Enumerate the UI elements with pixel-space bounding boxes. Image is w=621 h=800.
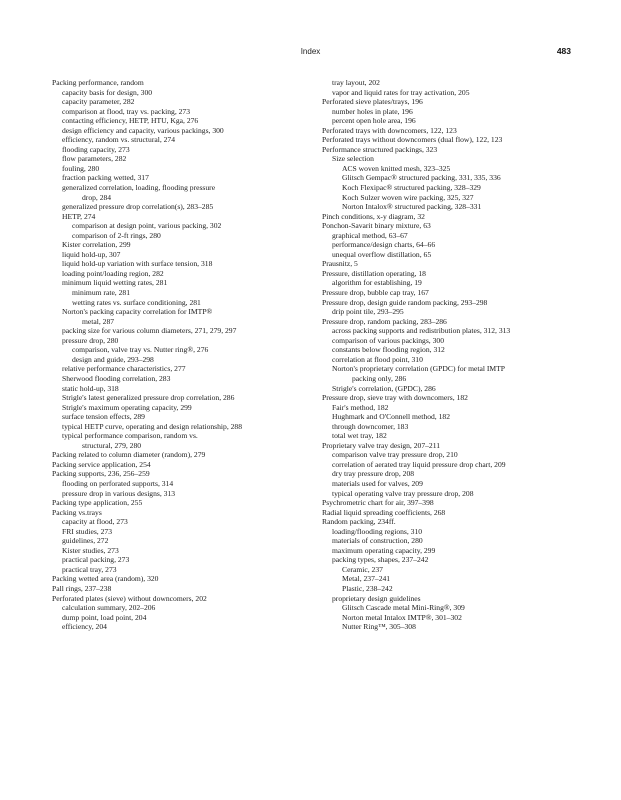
index-subentry: ACS woven knitted mesh, 323–325 <box>342 163 451 173</box>
index-subentry: generalized correlation, loading, flooding pressure <box>62 183 216 193</box>
index-subentry: practical packing, 273 <box>62 555 130 565</box>
index-subentry: efficiency, random vs. structural, 274 <box>62 135 176 145</box>
index-subentry: maximum operating capacity, 299 <box>332 545 436 555</box>
index-subentry: minimum rate, 281 <box>72 288 130 298</box>
index-column-right <box>322 78 580 632</box>
index-subentry: wetting rates vs. surface conditioning, 281 <box>72 297 201 307</box>
index-entry: Pressure drop, design guide random packing, 293–298 <box>322 297 488 307</box>
index-subentry: FRI studies, 273 <box>62 526 112 536</box>
index-subentry: proprietary design guidelines <box>332 593 421 603</box>
index-subentry: minimum liquid wetting rates, 281 <box>62 278 168 288</box>
index-subentry: packing only, 286 <box>352 373 407 383</box>
index-entry: Random packing, 234ff. <box>322 517 396 527</box>
index-entry: Pall rings, 237–238 <box>52 583 112 593</box>
index-subentry: Strigle's maximum operating capacity, 299 <box>62 402 192 412</box>
index-subentry: Strigle's latest generalized pressure drop correlation, 286 <box>62 393 235 403</box>
index-subentry: materials used for valves, 209 <box>332 478 423 488</box>
index-entry: Packing service application, 254 <box>52 459 151 469</box>
index-subentry: dump point, load point, 204 <box>62 612 147 622</box>
index-subentry: capacity at flood, 273 <box>62 517 128 527</box>
index-subentry: Kister studies, 273 <box>62 545 119 555</box>
index-subentry: Norton Intalox® structured packing, 328–331 <box>342 202 482 212</box>
index-subentry: calculation summary, 202–206 <box>62 603 156 613</box>
index-subentry: Strigle's correlation, (GPDC), 286 <box>332 383 436 393</box>
index-subentry: HETP, 274 <box>62 211 96 221</box>
index-subentry: Hughmark and O'Connell method, 182 <box>332 412 450 422</box>
index-subentry: comparison, valve tray vs. Nutter ring®, 276 <box>72 345 209 355</box>
index-subentry: surface tension effects, 289 <box>62 412 145 422</box>
index-subentry: pressure drop in various designs, 313 <box>62 488 176 498</box>
index-subentry: liquid hold-up, 307 <box>62 249 121 259</box>
index-subentry: Koch Flexipac® structured packing, 328–329 <box>342 183 481 193</box>
index-subentry: comparison at flood, tray vs. packing, 273 <box>62 106 191 116</box>
index-subentry: comparison of 2-ft rings, 280 <box>72 230 161 240</box>
index-subentry: loading point/loading region, 282 <box>62 268 164 278</box>
index-subentry: performance/design charts, 64–66 <box>332 240 436 250</box>
index-subentry: Metal, 237–241 <box>342 574 391 584</box>
index-subentry: correlation at flood point, 310 <box>332 354 423 364</box>
index-entry: Perforated trays without downcomers (dual flow), 122, 123 <box>322 135 503 145</box>
page-number: 483 <box>556 46 571 56</box>
index-entry: Pressure drop, bubble cap tray, 167 <box>322 288 429 298</box>
index-subentry: liquid hold-up variation with surface tension, 318 <box>62 259 213 269</box>
index-subentry: typical HETP curve, operating and design relationship, 288 <box>62 421 243 431</box>
index-subentry: practical tray, 273 <box>62 564 117 574</box>
page-header-title: Index <box>300 47 321 56</box>
index-subentry: unequal overflow distillation, 65 <box>332 249 432 259</box>
index-subentry: drop, 284 <box>82 192 112 202</box>
index-subentry: through downcomer, 183 <box>332 421 409 431</box>
index-subentry: comparison valve tray pressure drop, 210 <box>332 450 458 460</box>
index-entry: Ponchon-Savarit binary mixture, 63 <box>322 221 431 231</box>
index-entry: Packing related to column diameter (random), 279 <box>52 450 206 460</box>
index-entry: Pinch conditions, x-y diagram, 32 <box>322 211 425 221</box>
index-entry: Pressure drop, sieve tray with downcomers, 182 <box>322 393 468 403</box>
index-entry: Perforated sieve plates/trays, 196 <box>322 97 423 107</box>
index-subentry: Ceramic, 237 <box>342 564 383 574</box>
index-subentry: vapor and liquid rates for tray activation, 205 <box>332 87 470 97</box>
index-subentry: Norton's packing capacity correlation for IMTP® <box>62 307 213 317</box>
index-entry: Psychrometric chart for air, 397–398 <box>322 498 434 508</box>
index-subentry: Plastic, 238–242 <box>342 583 393 593</box>
index-subentry: loading/flooding regions, 310 <box>332 526 423 536</box>
index-subentry: capacity parameter, 282 <box>62 97 135 107</box>
index-subentry: capacity basis for design, 300 <box>62 87 153 97</box>
index-subentry: Kister correlation, 299 <box>62 240 131 250</box>
index-subentry: Nutter Ring™, 305–308 <box>342 622 416 632</box>
index-subentry: typical operating valve tray pressure drop, 208 <box>332 488 474 498</box>
index-entry: Performance structured packings, 323 <box>322 144 438 154</box>
index-subentry: across packing supports and redistribution plates, 312, 313 <box>332 326 511 336</box>
index-entry: Packing performance, random <box>52 78 144 87</box>
index-entry: Perforated plates (sieve) without downcomers, 202 <box>52 593 207 603</box>
index-subentry: structural, 279, 280 <box>82 440 142 450</box>
index-subentry: efficiency, 204 <box>62 622 107 632</box>
index-subentry: Glitsch Cascade metal Mini-Ring®, 309 <box>342 603 465 613</box>
index-subentry: dry tray pressure drop, 208 <box>332 469 415 479</box>
index-subentry: graphical method, 63–67 <box>332 230 408 240</box>
index-entry: Prausnitz, 5 <box>322 259 358 269</box>
index-entry: Packing vs.trays <box>52 507 102 517</box>
index-subentry: fraction packing wetted, 317 <box>62 173 149 183</box>
index-subentry: materials of construction, 280 <box>332 536 423 546</box>
index-subentry: correlation of aerated tray liquid pressure drop chart, 209 <box>332 459 506 469</box>
index-subentry: relative performance characteristics, 277 <box>62 364 186 374</box>
index-subentry: comparison of various packings, 300 <box>332 335 444 345</box>
index-entry: Perforated trays with downcomers, 122, 123 <box>322 125 457 135</box>
index-subentry: fouling, 280 <box>62 163 100 173</box>
index-subentry: metal, 287 <box>82 316 115 326</box>
index-subentry: comparison at design point, various packing, 302 <box>72 221 222 231</box>
index-column-left <box>52 78 317 632</box>
index-subentry: total wet tray, 182 <box>332 431 387 441</box>
index-subentry: constants below flooding region, 312 <box>332 345 445 355</box>
index-subentry: packing types, shapes, 237–242 <box>332 555 429 565</box>
index-subentry: flooding on perforated supports, 314 <box>62 478 174 488</box>
index-entry: Pressure, distillation operating, 18 <box>322 268 426 278</box>
index-subentry: contacting efficiency, HETP, HTU, Kga, 276 <box>62 116 199 126</box>
index-subentry: flow parameters, 282 <box>62 154 127 164</box>
index-subentry: number holes in plate, 196 <box>332 106 413 116</box>
index-subentry: tray layout, 202 <box>332 78 380 87</box>
index-subentry: pressure drop, 280 <box>62 335 119 345</box>
index-subentry: Norton metal Intalox IMTP®, 301–302 <box>342 612 462 622</box>
index-subentry: algorithm for establishing, 19 <box>332 278 422 288</box>
index-subentry: drip point tile, 293–295 <box>332 307 404 317</box>
index-subentry: packing size for various column diameters, 271, 279, 297 <box>62 326 237 336</box>
index-subentry: typical performance comparison, random vs. <box>62 431 198 441</box>
index-subentry: percent open hole area, 196 <box>332 116 416 126</box>
index-subentry: Glitsch Gempac® structured packing, 331, 335, 336 <box>342 173 501 183</box>
index-subentry: Norton's proprietary correlation (GPDC) for metal IMTP <box>332 364 506 374</box>
index-subentry: design efficiency and capacity, various packings, 300 <box>62 125 224 135</box>
index-entry: Packing type application, 255 <box>52 498 143 508</box>
index-subentry: Koch Sulzer woven wire packing, 325, 327 <box>342 192 474 202</box>
index-subentry: generalized pressure drop correlation(s), 283–285 <box>62 202 214 212</box>
index-subentry: Fair's method, 182 <box>332 402 389 412</box>
index-entry: Proprietary valve tray design, 207–211 <box>322 440 441 450</box>
index-entry: Packing wetted area (random), 320 <box>52 574 159 584</box>
index-subentry: Sherwood flooding correlation, 283 <box>62 373 171 383</box>
index-subentry: flooding capacity, 273 <box>62 144 130 154</box>
index-entry: Pressure drop, random packing, 283–286 <box>322 316 447 326</box>
index-subentry: guidelines, 272 <box>62 536 109 546</box>
index-subentry: design and guide, 293–298 <box>72 354 154 364</box>
index-subentry: Size selection <box>332 154 374 164</box>
index-subentry: static hold-up, 318 <box>62 383 119 393</box>
index-entry: Radial liquid spreading coefficients, 268 <box>322 507 446 517</box>
index-entry: Packing supports, 236, 256–259 <box>52 469 150 479</box>
